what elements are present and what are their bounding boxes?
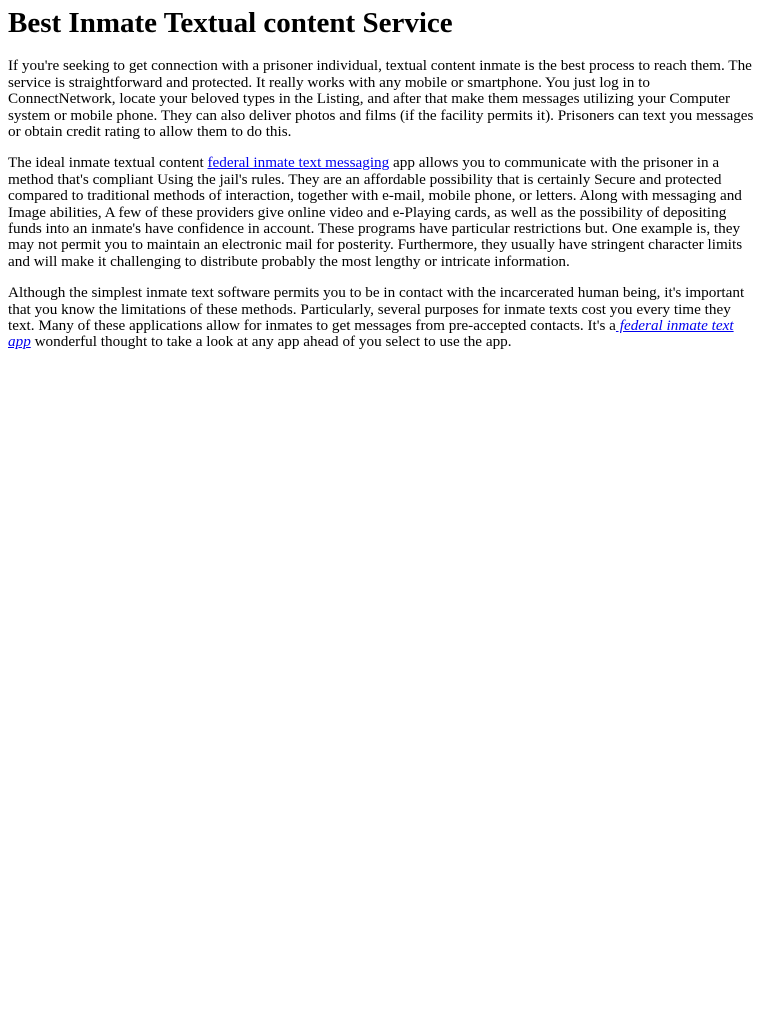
paragraph-2-text-before: The ideal inmate textual content xyxy=(8,154,208,172)
paragraph-2 xyxy=(8,155,760,270)
article xyxy=(0,7,768,351)
paragraph-2-text-after: app allows you to communicate with the prisoner in a method that's compliant Using the jail's rules. They are an affordable possibility that is certainly Secure and protected compared to traditional methods of interaction, together with e-mail, mobile phone, or letters. Along with messaging and Image abilities, A few of these providers give online video and e-Playing cards, as well as the possibility of depositing funds into an inmate's have confidence in account. These programs have particular restrictions but. One example is, they may not permit you to maintain an electronic mail for posterity. Furthermore, they usually have stringent character limits and will make it challenging to distribute probably the most lengthy or intricate information. xyxy=(8,154,743,270)
paragraph-3-text-before: Although the simplest inmate text software permits you to be in contact with the incarcerated human being, it's important that you know the limitations of these methods. Particularly, several purposes for inmate texts cost you every time they text. Many of these applications allow for inmates to get messages from pre-accepted contacts. It's a xyxy=(8,284,745,335)
page-title: Best Inmate Textual content Service xyxy=(8,7,453,39)
paragraph-1-text: If you're seeking to get connection with a prisoner individual, textual content inmate is the best process to reach them. The service is straightforward and protected. It really works with any mobile or smartphone. You just log in to ConnectNetwork, locate your beloved types in the Listing, and after that make them messages utilizing your Computer system or mobile phone. They can also deliver photos and films (if the facility permits it). Prisoners can text you messages or obtain credit rating to allow them to do this. xyxy=(8,57,754,140)
paragraph-3 xyxy=(8,285,760,351)
federal-inmate-text-app-link[interactable]: federal inmate text app xyxy=(8,317,734,351)
paragraph-3-text-after: wonderful thought to take a look at any app ahead of you select to use the app. xyxy=(30,333,512,351)
federal-inmate-text-messaging-link[interactable]: federal inmate text messaging xyxy=(207,154,390,172)
paragraph-1 xyxy=(8,58,760,140)
